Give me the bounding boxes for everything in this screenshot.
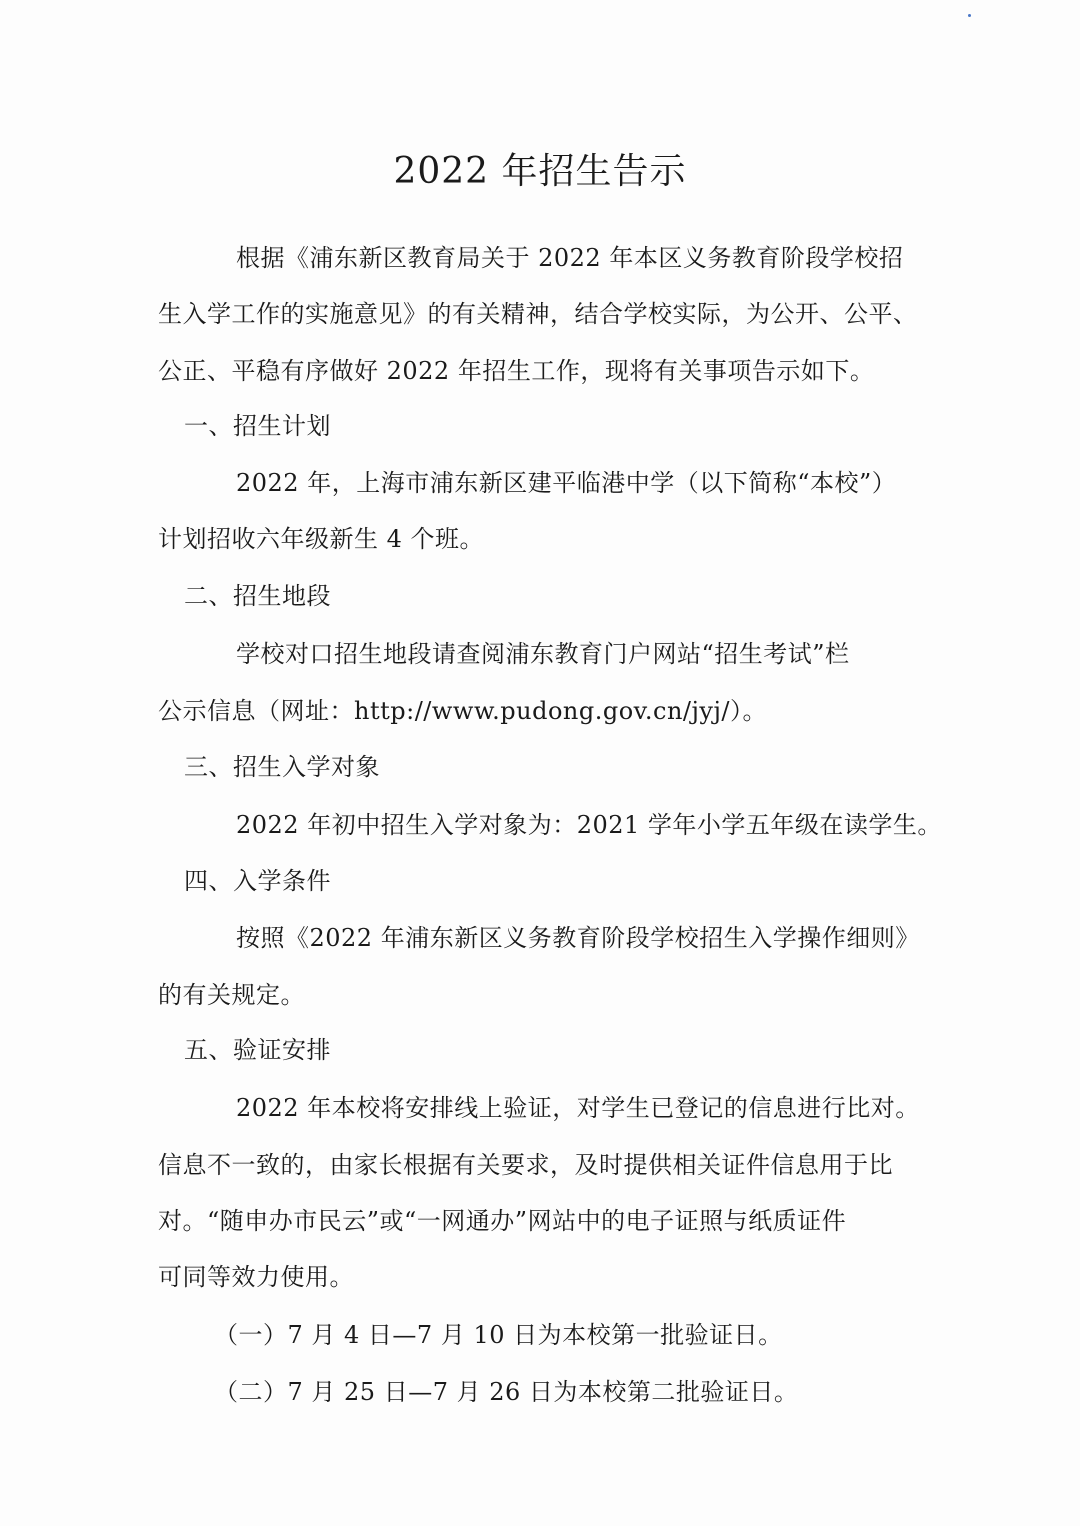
section-2-heading: 二、招生地段 — [184, 582, 331, 610]
section-1-line-1: 2022 年，上海市浦东新区建平临港中学（以下简称“本校”） — [236, 469, 897, 497]
intro-line-1: 根据《浦东新区教育局关于 2022 年本区义务教育阶段学校招 — [236, 244, 904, 272]
section-2-line-2: 公示信息（网址：http://www.pudong.gov.cn/jyj/）。 — [158, 697, 768, 725]
section-5-heading: 五、验证安排 — [184, 1036, 331, 1064]
section-3-line-1: 2022 年初中招生入学对象为：2021 学年小学五年级在读学生。 — [236, 811, 942, 839]
section-5-line-4: 可同等效力使用。 — [158, 1263, 354, 1291]
section-5-line-2: 信息不一致的，由家长根据有关要求，及时提供相关证件信息用于比 — [158, 1151, 893, 1179]
section-2-line-1: 学校对口招生地段请查阅浦东教育门户网站“招生考试”栏 — [236, 640, 850, 668]
scan-speck — [968, 14, 971, 17]
section-1-line-2: 计划招收六年级新生 4 个班。 — [158, 525, 485, 553]
section-4-line-2: 的有关规定。 — [158, 981, 305, 1009]
section-5-line-3: 对。“随申办市民云”或“一网通办”网站中的电子证照与纸质证件 — [158, 1207, 847, 1235]
section-1-heading: 一、招生计划 — [184, 412, 331, 440]
section-4-line-1: 按照《2022 年浦东新区义务教育阶段学校招生入学操作细则》 — [236, 924, 920, 952]
section-4-heading: 四、入学条件 — [184, 867, 331, 895]
intro-line-2: 生入学工作的实施意见》的有关精神，结合学校实际，为公开、公平、 — [158, 300, 918, 328]
section-5-item-2: （二）7 月 25 日—7 月 26 日为本校第二批验证日。 — [214, 1378, 799, 1406]
section-3-heading: 三、招生入学对象 — [184, 753, 380, 781]
intro-line-3: 公正、平稳有序做好 2022 年招生工作，现将有关事项告示如下。 — [158, 357, 875, 385]
section-5-item-1: （一）7 月 4 日—7 月 10 日为本校第一批验证日。 — [214, 1321, 783, 1349]
section-5-line-1: 2022 年本校将安排线上验证，对学生已登记的信息进行比对。 — [236, 1094, 920, 1122]
document-title: 2022 年招生告示 — [393, 151, 687, 192]
